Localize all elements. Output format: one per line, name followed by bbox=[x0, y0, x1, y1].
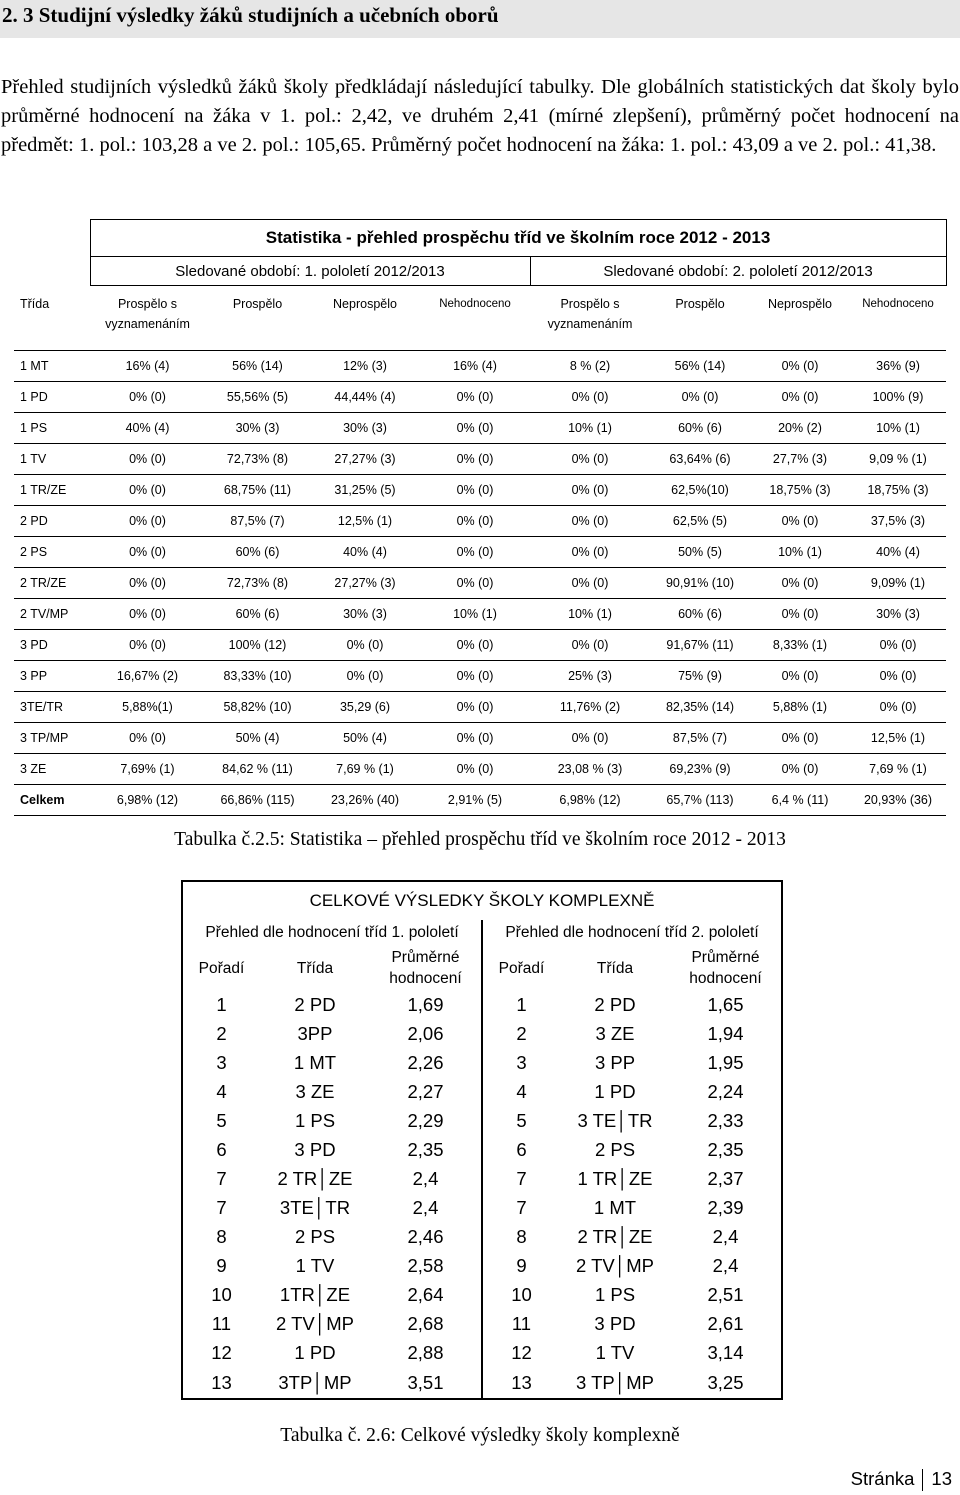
class-name-cell: 2 PD bbox=[14, 506, 90, 537]
table-cell: 2,33 bbox=[707, 1109, 744, 1131]
table-cell: 0% (0) bbox=[420, 692, 530, 723]
table-cell: 1 PD bbox=[594, 1080, 636, 1102]
table-cell: 2,88 bbox=[407, 1341, 444, 1363]
table-cell: 0% (0) bbox=[420, 444, 530, 475]
table-cell: 3 ZE bbox=[595, 1022, 635, 1044]
table-cell: 0% (0) bbox=[530, 475, 650, 506]
column-header: Třída bbox=[14, 286, 90, 351]
table-cell: 23,26% (40) bbox=[310, 785, 420, 816]
table-cell: 60% (6) bbox=[205, 537, 310, 568]
table-cell: 11 bbox=[211, 1312, 232, 1334]
table-cell: 7,69 % (1) bbox=[310, 754, 420, 785]
table-cell: 27,7% (3) bbox=[750, 444, 850, 475]
table-cell: 3 TE│TR bbox=[577, 1109, 653, 1131]
table-cell: 4 bbox=[216, 1080, 227, 1102]
table-cell: 44,44% (4) bbox=[310, 382, 420, 413]
column-header: Třída bbox=[296, 959, 334, 977]
table-row bbox=[14, 475, 946, 506]
table-cell: 65,7% (113) bbox=[650, 785, 750, 816]
table-cell: 0% (0) bbox=[90, 506, 205, 537]
table-cell: 60% (6) bbox=[650, 413, 750, 444]
table-row bbox=[14, 785, 946, 816]
table-cell: 1 TV bbox=[595, 1341, 635, 1363]
table-cell: 12 bbox=[482, 1338, 560, 1367]
table-cell: 56% (14) bbox=[205, 351, 310, 382]
table-row bbox=[182, 1077, 782, 1106]
class-name-cell: Celkem bbox=[14, 785, 90, 816]
overall-results-table bbox=[181, 880, 783, 1400]
table-row bbox=[182, 1135, 782, 1164]
table-row bbox=[182, 1309, 782, 1338]
table-cell: 87,5% (7) bbox=[650, 723, 750, 754]
table-row bbox=[14, 599, 946, 630]
table-cell: 31,25% (5) bbox=[310, 475, 420, 506]
column-header: Průměrné hodnocení bbox=[389, 949, 462, 987]
table-cell: 3TP│MP bbox=[278, 1371, 352, 1393]
class-name-cell: 1 PD bbox=[14, 382, 90, 413]
table-cell: 2,39 bbox=[707, 1196, 744, 1218]
table-cell: 0% (0) bbox=[420, 754, 530, 785]
table-row bbox=[14, 692, 946, 723]
table-cell: 2 TV│MP bbox=[575, 1254, 655, 1276]
table-cell: 72,73% (8) bbox=[205, 568, 310, 599]
table-cell: 30% (3) bbox=[310, 413, 420, 444]
overall-table-title: CELKOVÉ VÝSLEDKY ŠKOLY KOMPLEXNĚ bbox=[309, 891, 655, 910]
table-cell: 0% (0) bbox=[750, 723, 850, 754]
table-cell: 16,67% (2) bbox=[90, 661, 205, 692]
table-row bbox=[182, 1019, 782, 1048]
class-name-cell: 2 PS bbox=[14, 537, 90, 568]
table-cell: 2,91% (5) bbox=[420, 785, 530, 816]
table-cell: 100% (9) bbox=[850, 382, 946, 413]
column-header: Třída bbox=[596, 959, 634, 977]
table-cell: 2,06 bbox=[407, 1022, 444, 1044]
table-cell: 0% (0) bbox=[310, 661, 420, 692]
class-name-cell: 3 ZE bbox=[14, 754, 90, 785]
table-cell: 50% (4) bbox=[310, 723, 420, 754]
column-header: Prospělo bbox=[650, 286, 750, 351]
table-cell: 2,51 bbox=[707, 1283, 744, 1305]
page-footer bbox=[851, 1468, 952, 1491]
table-row bbox=[182, 1222, 782, 1251]
table-cell: 25% (3) bbox=[530, 661, 650, 692]
table-row bbox=[182, 1280, 782, 1309]
table-cell: 0% (0) bbox=[530, 537, 650, 568]
table-cell: 40% (4) bbox=[90, 413, 205, 444]
table-cell: 7 bbox=[216, 1196, 227, 1218]
semester-1-label: Přehled dle hodnocení tříd 1. pololetí bbox=[205, 924, 459, 941]
table-cell: 0% (0) bbox=[530, 723, 650, 754]
table-cell: 2,4 bbox=[412, 1196, 439, 1218]
table-cell: 16% (4) bbox=[90, 351, 205, 382]
table-row bbox=[14, 723, 946, 754]
table-cell: 66,86% (115) bbox=[205, 785, 310, 816]
table-cell: 2 TR│ZE bbox=[277, 1167, 353, 1189]
table-cell: 84,62 % (11) bbox=[205, 754, 310, 785]
column-header: Nehodnoceno bbox=[850, 286, 946, 351]
table-cell: 0% (0) bbox=[420, 568, 530, 599]
table-cell: 1 TV bbox=[295, 1254, 335, 1276]
table-cell: 1 TR│ZE bbox=[577, 1167, 653, 1189]
table-cell: 3,51 bbox=[407, 1371, 444, 1393]
table-cell: 11 bbox=[482, 1309, 560, 1338]
table-cell: 90,91% (10) bbox=[650, 568, 750, 599]
table-cell: 10% (1) bbox=[420, 599, 530, 630]
table-cell: 18,75% (3) bbox=[850, 475, 946, 506]
table-cell: 0% (0) bbox=[420, 506, 530, 537]
table-cell: 10% (1) bbox=[750, 537, 850, 568]
table-cell: 56% (14) bbox=[650, 351, 750, 382]
table-row bbox=[182, 990, 782, 1019]
table-row bbox=[182, 1338, 782, 1367]
table-cell: 30% (3) bbox=[850, 599, 946, 630]
table-cell: 2,64 bbox=[407, 1283, 444, 1305]
table-row bbox=[182, 1164, 782, 1193]
table-cell: 50% (5) bbox=[650, 537, 750, 568]
period-2-label: Sledované období: 2. pololetí 2012/2013 bbox=[530, 257, 946, 286]
table-cell: 6,4 % (11) bbox=[750, 785, 850, 816]
table-cell: 1 PD bbox=[294, 1341, 336, 1363]
table-cell: 12,5% (1) bbox=[850, 723, 946, 754]
class-name-cell: 3TE/TR bbox=[14, 692, 90, 723]
table-cell: 2 bbox=[482, 1019, 560, 1048]
table-cell: 9,09% (1) bbox=[850, 568, 946, 599]
table-cell: 7,69 % (1) bbox=[850, 754, 946, 785]
table-cell: 2 TR│ZE bbox=[577, 1225, 653, 1247]
table-row bbox=[182, 1106, 782, 1135]
table-row bbox=[14, 537, 946, 568]
table-cell: 7,69% (1) bbox=[90, 754, 205, 785]
table-cell: 1,69 bbox=[407, 993, 444, 1015]
column-header: Nehodnoceno bbox=[420, 286, 530, 351]
table-cell: 2,35 bbox=[407, 1138, 444, 1160]
column-header: Prospělo bbox=[205, 286, 310, 351]
table-row bbox=[14, 630, 946, 661]
table-cell: 1,94 bbox=[707, 1022, 744, 1044]
column-header: Prospělo s vyznamenáním bbox=[90, 286, 205, 351]
section-heading: 2. 3 Studijní výsledky žáků studijních a učebních oborů bbox=[0, 0, 960, 38]
table-cell: 5 bbox=[216, 1109, 227, 1131]
table-cell: 1,65 bbox=[707, 993, 744, 1015]
table-cell: 8 bbox=[216, 1225, 227, 1247]
column-header: Pořadí bbox=[482, 946, 560, 990]
table-cell: 37,5% (3) bbox=[850, 506, 946, 537]
table-cell: 10 bbox=[211, 1283, 232, 1305]
table-title: Statistika - přehled prospěchu tříd ve školním roce 2012 - 2013 bbox=[90, 220, 946, 257]
table-cell: 36% (9) bbox=[850, 351, 946, 382]
intro-paragraph: Přehled studijních výsledků žáků školy předkládají následující tabulky. Dle globálních statistických dat školy bylo průměrné hodnocení na žáka v 1. pol.: 2,42, ve druhém 2,41 (mírné zlepšení), průměrný počet hodnocení na předmět: 1. pol.: 103,28 a ve 2. pol.: 105,65. Průměrný počet hodnocení na žáka: 1. pol.: 43,09 a ve 2. pol.: 41,38. bbox=[1, 75, 959, 156]
table-cell: 3PP bbox=[297, 1022, 333, 1044]
class-name-cell: 3 PP bbox=[14, 661, 90, 692]
table-cell: 20,93% (36) bbox=[850, 785, 946, 816]
table-cell: 5,88% (1) bbox=[750, 692, 850, 723]
table-cell: 3 TP│MP bbox=[575, 1371, 655, 1393]
table-cell: 9,09 % (1) bbox=[850, 444, 946, 475]
table-cell: 3 bbox=[482, 1048, 560, 1077]
table-cell: 0% (0) bbox=[310, 630, 420, 661]
table-cell: 8,33% (1) bbox=[750, 630, 850, 661]
table-cell: 5,88%(1) bbox=[90, 692, 205, 723]
class-name-cell: 2 TR/ZE bbox=[14, 568, 90, 599]
table-cell: 30% (3) bbox=[205, 413, 310, 444]
table-cell: 72,73% (8) bbox=[205, 444, 310, 475]
column-header: Průměrné hodnocení bbox=[689, 949, 762, 987]
table-cell: 0% (0) bbox=[420, 630, 530, 661]
table-cell: 9 bbox=[216, 1254, 227, 1276]
table-cell: 6,98% (12) bbox=[90, 785, 205, 816]
class-name-cell: 1 TR/ZE bbox=[14, 475, 90, 506]
table-cell: 60% (6) bbox=[650, 599, 750, 630]
table-cell: 12% (3) bbox=[310, 351, 420, 382]
table-cell: 50% (4) bbox=[205, 723, 310, 754]
table-cell: 2 PS bbox=[294, 1225, 336, 1247]
semester-2-label: Přehled dle hodnocení tříd 2. pololetí bbox=[482, 920, 782, 946]
table-cell: 0% (0) bbox=[420, 382, 530, 413]
table-cell: 0% (0) bbox=[530, 382, 650, 413]
table-cell: 0% (0) bbox=[850, 692, 946, 723]
table-cell: 2,58 bbox=[407, 1254, 444, 1276]
table-cell: 11,76% (2) bbox=[530, 692, 650, 723]
class-results-table bbox=[14, 219, 947, 816]
table-cell: 0% (0) bbox=[750, 661, 850, 692]
table-row bbox=[182, 1048, 782, 1077]
table-cell: 2 PS bbox=[594, 1138, 636, 1160]
table-cell: 0% (0) bbox=[530, 444, 650, 475]
table-cell: 30% (3) bbox=[310, 599, 420, 630]
table-cell: 2 PD bbox=[594, 993, 636, 1015]
table-cell: 3TE│TR bbox=[279, 1196, 351, 1218]
table-cell: 9 bbox=[482, 1251, 560, 1280]
column-header: Neprospělo bbox=[310, 286, 420, 351]
table-row bbox=[14, 506, 946, 537]
table-cell: 0% (0) bbox=[90, 723, 205, 754]
table-cell: 0% (0) bbox=[90, 537, 205, 568]
table-cell: 60% (6) bbox=[205, 599, 310, 630]
table-cell: 27,27% (3) bbox=[310, 568, 420, 599]
table-cell: 3,25 bbox=[707, 1371, 744, 1393]
table-cell: 0% (0) bbox=[530, 506, 650, 537]
table-caption-1: Tabulka č.2.5: Statistika – přehled prospěchu tříd ve školním roce 2012 - 2013 bbox=[174, 829, 786, 850]
table-row bbox=[14, 382, 946, 413]
table-cell: 10% (1) bbox=[850, 413, 946, 444]
table-cell: 10% (1) bbox=[530, 599, 650, 630]
table-cell: 6,98% (12) bbox=[530, 785, 650, 816]
table-cell: 23,08 % (3) bbox=[530, 754, 650, 785]
table-cell: 3 PD bbox=[294, 1138, 336, 1160]
table-cell: 2,4 bbox=[712, 1225, 739, 1247]
table-cell: 2,29 bbox=[407, 1109, 444, 1131]
table-cell: 6 bbox=[216, 1138, 227, 1160]
table-cell: 40% (4) bbox=[850, 537, 946, 568]
table-cell: 2,61 bbox=[707, 1312, 744, 1334]
table-cell: 2 PD bbox=[294, 993, 336, 1015]
page-number: 13 bbox=[931, 1468, 952, 1489]
table-cell: 0% (0) bbox=[90, 475, 205, 506]
page-label: Stránka bbox=[850, 1468, 915, 1489]
table-cell: 0% (0) bbox=[850, 661, 946, 692]
table-cell: 0% (0) bbox=[420, 723, 530, 754]
table-cell: 3 PP bbox=[594, 1051, 636, 1073]
table-cell: 40% (4) bbox=[310, 537, 420, 568]
class-name-cell: 1 MT bbox=[14, 351, 90, 382]
table-cell: 2,4 bbox=[712, 1254, 739, 1276]
table-cell: 1,95 bbox=[707, 1051, 744, 1073]
table-cell: 2 bbox=[216, 1022, 227, 1044]
table-cell: 7 bbox=[216, 1167, 227, 1189]
table-cell: 16% (4) bbox=[420, 351, 530, 382]
table-cell: 1 bbox=[216, 993, 227, 1015]
table-cell: 0% (0) bbox=[420, 413, 530, 444]
table-cell: 10% (1) bbox=[530, 413, 650, 444]
table-cell: 55,56% (5) bbox=[205, 382, 310, 413]
table-cell: 0% (0) bbox=[530, 568, 650, 599]
table-cell: 0% (0) bbox=[90, 444, 205, 475]
table-cell: 10 bbox=[482, 1280, 560, 1309]
table-cell: 2,27 bbox=[407, 1080, 444, 1102]
table-cell: 0% (0) bbox=[530, 630, 650, 661]
class-name-cell: 1 PS bbox=[14, 413, 90, 444]
table-row bbox=[182, 1251, 782, 1280]
table-cell: 12 bbox=[211, 1341, 232, 1363]
column-header: Prospělo s vyznamenáním bbox=[530, 286, 650, 351]
table-cell: 20% (2) bbox=[750, 413, 850, 444]
table-cell: 100% (12) bbox=[205, 630, 310, 661]
table-cell: 0% (0) bbox=[420, 661, 530, 692]
table-cell: 0% (0) bbox=[750, 351, 850, 382]
table-cell: 0% (0) bbox=[750, 506, 850, 537]
table-cell: 3,14 bbox=[707, 1341, 744, 1363]
table-cell: 0% (0) bbox=[750, 754, 850, 785]
class-name-cell: 1 TV bbox=[14, 444, 90, 475]
table-cell: 13 bbox=[482, 1367, 560, 1399]
column-header: Neprospělo bbox=[750, 286, 850, 351]
table-cell: 58,82% (10) bbox=[205, 692, 310, 723]
table-cell: 18,75% (3) bbox=[750, 475, 850, 506]
table-cell: 3 PD bbox=[594, 1312, 636, 1334]
table-cell: 1 bbox=[482, 990, 560, 1019]
table-cell: 1 MT bbox=[593, 1196, 637, 1218]
table-cell: 0% (0) bbox=[90, 630, 205, 661]
table-cell: 2,37 bbox=[707, 1167, 744, 1189]
table-cell: 13 bbox=[211, 1371, 232, 1393]
table-row bbox=[14, 413, 946, 444]
table-row bbox=[14, 568, 946, 599]
table-row bbox=[14, 351, 946, 382]
table-cell: 1 PS bbox=[294, 1109, 336, 1131]
table-cell: 5 bbox=[482, 1106, 560, 1135]
class-name-cell: 2 TV/MP bbox=[14, 599, 90, 630]
table-cell: 1 PS bbox=[594, 1283, 636, 1305]
table-cell: 2,24 bbox=[707, 1080, 744, 1102]
table-cell: 8 bbox=[482, 1222, 560, 1251]
table-row bbox=[14, 754, 946, 785]
table-caption-2: Tabulka č. 2.6: Celkové výsledky školy komplexně bbox=[280, 1425, 680, 1446]
table-cell: 75% (9) bbox=[650, 661, 750, 692]
table-cell: 0% (0) bbox=[90, 599, 205, 630]
table-cell: 0% (0) bbox=[750, 382, 850, 413]
table-cell: 82,35% (14) bbox=[650, 692, 750, 723]
table-cell: 69,23% (9) bbox=[650, 754, 750, 785]
table-cell: 1TR│ZE bbox=[279, 1283, 351, 1305]
table-cell: 0% (0) bbox=[420, 475, 530, 506]
period-1-label: Sledované období: 1. pololetí 2012/2013 bbox=[90, 257, 530, 286]
table-cell: 0% (0) bbox=[90, 382, 205, 413]
table-cell: 7 bbox=[482, 1164, 560, 1193]
table-row bbox=[182, 1193, 782, 1222]
table-row bbox=[14, 661, 946, 692]
class-name-cell: 3 TP/MP bbox=[14, 723, 90, 754]
table-row bbox=[182, 1367, 782, 1399]
table-cell: 2,4 bbox=[412, 1167, 439, 1189]
table-cell: 6 bbox=[482, 1135, 560, 1164]
table-cell: 12,5% (1) bbox=[310, 506, 420, 537]
table-cell: 83,33% (10) bbox=[205, 661, 310, 692]
column-header: Pořadí bbox=[198, 959, 245, 977]
table-cell: 7 bbox=[482, 1193, 560, 1222]
table-cell: 8 % (2) bbox=[530, 351, 650, 382]
table-cell: 0% (0) bbox=[850, 630, 946, 661]
table-cell: 27,27% (3) bbox=[310, 444, 420, 475]
table-cell: 2,26 bbox=[407, 1051, 444, 1073]
table-cell: 0% (0) bbox=[750, 568, 850, 599]
table-cell: 2,68 bbox=[407, 1312, 444, 1334]
table-cell: 62,5% (5) bbox=[650, 506, 750, 537]
table-cell: 63,64% (6) bbox=[650, 444, 750, 475]
table-cell: 0% (0) bbox=[420, 537, 530, 568]
table-cell: 3 bbox=[216, 1051, 227, 1073]
table-cell: 68,75% (11) bbox=[205, 475, 310, 506]
table-cell: 2,46 bbox=[407, 1225, 444, 1247]
table-cell: 1 MT bbox=[293, 1051, 337, 1073]
table-cell: 91,67% (11) bbox=[650, 630, 750, 661]
table-cell: 2 TV│MP bbox=[275, 1312, 355, 1334]
table-cell: 35,29 (6) bbox=[310, 692, 420, 723]
table-cell: 0% (0) bbox=[750, 599, 850, 630]
table-cell: 62,5%(10) bbox=[650, 475, 750, 506]
table-cell: 87,5% (7) bbox=[205, 506, 310, 537]
table-cell: 3 ZE bbox=[295, 1080, 335, 1102]
class-name-cell: 3 PD bbox=[14, 630, 90, 661]
footer-separator bbox=[922, 1469, 923, 1491]
table-cell: 0% (0) bbox=[650, 382, 750, 413]
table-cell: 0% (0) bbox=[90, 568, 205, 599]
table-row bbox=[14, 444, 946, 475]
table-cell: 4 bbox=[482, 1077, 560, 1106]
table-cell: 2,35 bbox=[707, 1138, 744, 1160]
